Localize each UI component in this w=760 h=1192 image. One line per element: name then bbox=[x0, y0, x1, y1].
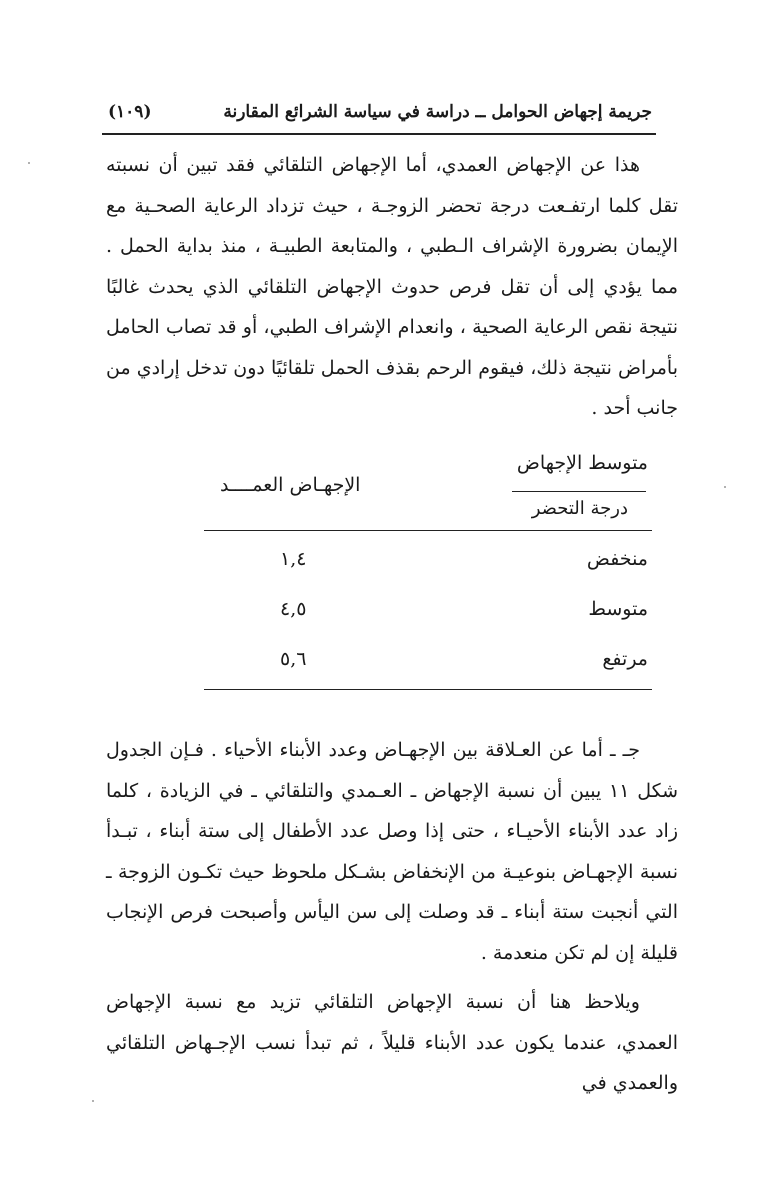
table-top-rule bbox=[204, 530, 652, 531]
table-row-label: متوسط bbox=[588, 598, 648, 620]
paragraph-1: هذا عن الإجهاض العمدي، أما الإجهاض التلقائي فقد تبين أن نسبته تقل كلما ارتفـعت درجة تحضر الزوجـة ، حيث تزداد الرعاية الصحـية مع الإيمان بضرورة الإشراف الـطبي ، والمتابعة الطبيـة ، منذ بداية الحمل . مما يؤدي إلى أن تقل فرص حدوث الإجهاض التلقائي الذي يحدث غالبًا نتيجة نقص الرعاية الصحية ، وانعدام الإشراف الطبي، أو قد تصاب الحامل بأمراض نتيجة ذلك، فيقوم الرحم بقذف الحمل تلقائيًا دون تدخل إرادي من جانب أحد . bbox=[106, 154, 678, 419]
paragraph-2: جـ ـ أما عن العـلاقة بين الإجهـاض وعدد الأبناء الأحياء . فـإن الجدول شكل ١١ يبين أن نسبة الإجهاض ـ العـمدي والتلقائي ـ في الزيادة ، كلما زاد عدد الأبناء الأحيـاء ، حتى إذا وصل عدد الأطفال إلى ستة أبناء ، تبـدأ نسبة الإجهـاض بنوعيـة من الإنخفاض بشـكل ملحوظ حيث تكـون الزوجة ـ التي أنجبت ستة أبناء ـ قد وصلت إلى سن اليأس وأصبحت فرص الإنجاب قليلة إن لم تكن منعدمة . bbox=[106, 739, 679, 964]
scan-speck bbox=[724, 486, 726, 488]
paragraph-3: ويلاحظ هنا أن نسبة الإجهاض التلقائي تزيد مع نسبة الإجهاض العمدي، عندما يكون عدد الأبناء قليلاً ، ثم تبدأ نسب الإجـهاض التلقائي والعمدي في bbox=[106, 991, 678, 1094]
table-bottom-rule bbox=[204, 689, 652, 690]
page-number: (١٠٩) bbox=[108, 102, 152, 122]
header-rule bbox=[102, 133, 656, 135]
scan-speck bbox=[92, 1100, 94, 1102]
running-head-title: جريمة إجهاض الحوامل ــ دراسة في سياسة الشرائع المقارنة bbox=[223, 102, 652, 122]
table-row-label: منخفض bbox=[586, 548, 648, 570]
running-head bbox=[108, 94, 652, 130]
table-header-intentional-abortion: الإجهـاض العمــــد bbox=[220, 474, 361, 496]
table-row-value: ١,٤ bbox=[280, 548, 307, 570]
table-header-underline bbox=[512, 491, 646, 492]
table-row-value: ٤,٥ bbox=[280, 598, 307, 620]
scan-speck bbox=[28, 162, 30, 164]
table-row-value: ٥,٦ bbox=[280, 648, 307, 670]
table-header-civilization-level: درجة التحضر bbox=[531, 498, 628, 519]
table-header-average: متوسط الإجهاض bbox=[516, 452, 648, 474]
table-row-label: مرتفع bbox=[602, 648, 648, 670]
